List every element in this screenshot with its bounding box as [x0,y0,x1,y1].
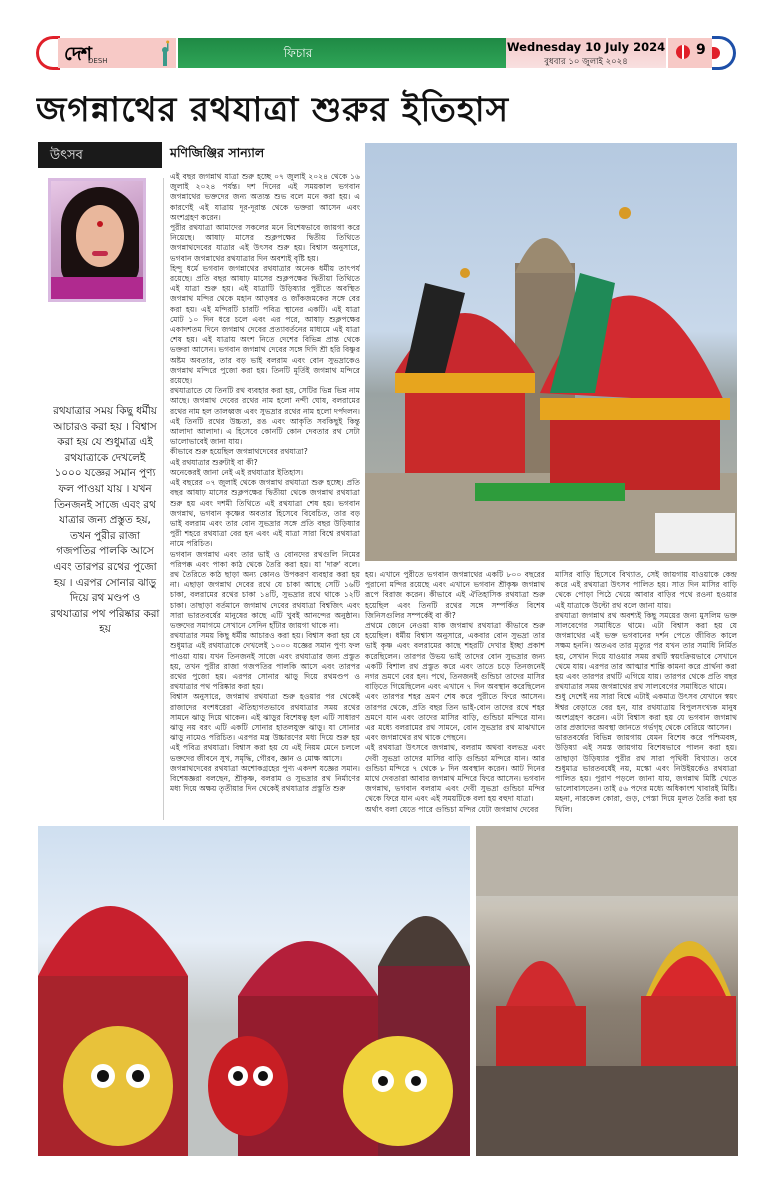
paragraph: পুরীর রথযাত্রা আমাদের সকলের মনে বিশেষভাবে জায়গা করে নিয়েছে। আষাঢ় মাসের শুক্লপক্ষের দ্বিতীয় তিথিতে জগন্নাথদেবের যাত্রার এই উৎসব শুরু হয়। বিশ্বাস অনুসারে, ভগবান জগন্নাথের রথযাত্রার দিন অবশ্যই বৃষ্টি হয়। [170,223,360,263]
paragraph: মাসির বাড়ি হিসেবে বিখ্যাত, সেই জায়গায় যাওয়াকে কেন্দ্র করে এই রথযাত্রা উৎসব পালিত হয়। সাত দিন মাসির বাড়ি থেকে পোড়া পিঠে খেয়ে আবার বাড়ির পথে রওনা হওয়ার এই যাত্রাকে উল্টো রথ বলে জানা যায়। [555,570,737,610]
bullet-icon [676,45,690,59]
article-headline: জগন্নাথের রথযাত্রা শুরুর ইতিহাস [36,90,510,130]
paragraph: রথযাত্রা জগন্নাথ রথ অবশ্যই কিছু সময়ের জন্য মুসলিম ভক্ত সালবেগের সমাধিতে থামে। এটা বিশ্বাস করা হয় যে জগন্নাথের এই ভক্ত ভগবানের দর্শন পেতে জীবিত কালে সক্ষম হননি। অতএব তার মৃত্যুর পর যখন তার সমাধি নির্মিত হয়, সেখান দিয়ে যাওয়ার সময় রথটি স্বয়ংক্রিয়ভাবে সেখানে থেমে যায়। এরপর তার আত্মার শান্তি কামনা করে প্রার্থনা করা হয় এবং তারপর রথটি এগিয়ে যায়। তারপর থেকে প্রতি বছর রথযাত্রার সময় জগন্নাথের রথ সালবেগের সমাধিতে থামে। [555,610,737,692]
statue-of-liberty-icon [158,40,172,66]
chariot-illustration [365,143,737,561]
paragraph: এই বছর জগন্নাথ যাত্রা শুরু হচ্ছে ০৭ জুলাই ২০২৪ থেকে ১৬ জুলাই ২০২৪ পর্যন্ত। দশ দিনের এই সময়কাল ভগবান জগন্নাথের ভক্তদের জন্য অত্যন্ত শুভ বলে মনে করা হয়। এ কারণেই এই যাত্রায় দূর-দূরান্ত থেকে ভক্তরা আসেন এবং অংশগ্রহণ করেন। [170,172,360,222]
paragraph: জগন্নাথদেবের রথযাত্রা অশোকগ্রহের পুণ্য একদশ যজ্ঞের সমান। বিশেষজ্ঞরা বলছেন, শ্রীকৃষ্ণ, বলরাম ও সুভদ্রার রথ নির্মাণের মধ্য দিয়ে অক্ষয় তৃতীয়ার দিন থেকেই রথযাত্রার প্রস্তুতি শুরু [170,763,360,794]
crowd-illustration [476,826,738,1156]
page-number-box [668,38,716,68]
page-header [36,36,736,70]
paragraph: অনেকেরই জানা নেই এই রথযাত্রার ইতিহাস। [170,467,304,477]
logo-text: দেশ [64,43,91,65]
section-label: ফিচার [283,46,313,60]
deity-idols-photo [38,826,470,1156]
idols-illustration [38,826,470,1156]
issue-date [506,38,666,68]
category-label: উৎসব [50,148,83,163]
paragraph: প্রথমে জেনে নেওয়া যাক জগন্নাথ রথযাত্রা কীভাবে শুরু হয়েছিল। ধর্মীয় বিশ্বাস অনুসারে, একবার বোন সুভদ্রা তার ভাই কৃষ্ণ এবং বলরামের কাছে শহরটি দেখার ইচ্ছা প্রকাশ করেছিলেন। তারপর উভয় ভাই তাদের বোন সুভদ্রার জন্য একটি বিশাল রথ প্রস্তুত করে এবং তাতে চড়ে তিনজনেই নগর ভ্রমণে বের হন। পথে, তিনজনই গুন্ডিচা তাদের মাসির বাড়িতে গিয়েছিলেন এবং এখানে ৭ দিন অবস্থান করেছিলেন এবং তারপর শহর ভ্রমণ শেষ করে পুরীতে ফিরে আসেন। তারপর থেকে, প্রতি বছর তিন ভাই-বোন তাদের রথে শহর ভ্রমণে যান এবং তাদের মাসির বাড়ি, গুন্ডিচা মন্দিরে যান। এর মধ্যে বলরামের রথ সামনে, বোন সুভদ্রার রথ মাঝখানে এবং জগন্নাথের রথ থাকে পেছনে। [365,621,545,743]
paragraph: হিন্দু ধর্মে ভগবান জগন্নাথের রথযাত্রার অনেক ধর্মীয় তাৎপর্য রয়েছে। প্রতি বছর আষাঢ় মাসের শুক্লপক্ষের দ্বিতীয়া তিথিতে এই যাত্রা শুরু হয়। এই যাত্রাটি উড়িষ্যার পুরীতে অবস্থিত জগন্নাথ মন্দির থেকে মহান আড়ম্বর ও জাঁকজমকের সঙ্গে বের করা হয়। এই মন্দিরটি চারটি পবিত্র স্থানের একটি। এই যাত্রা মোট ১০ দিন ধরে চলে এবং এর পরে, আষাঢ় শুক্লপক্ষের একাদশতম দিনে জগন্নাথ দেবের প্রত্যাবর্তনের মাধ্যমে এই যাত্রা শেষ হয়। এই যাত্রায় অংশ নিতে দেশের বিভিন্ন প্রান্ত থেকে ভক্তরা আসেন। ভগবান জগন্নাথ দেবের সঙ্গে দিদি শ্রী হরি বিষ্ণুর অষ্টম অবতার, তার বড় ভাই বলরাম এবং বোন সুভদ্রাকেও জগন্নাথ মন্দিরে পুজো করা হয়। তিনটি মূর্তিই জগন্নাথ মন্দিরে রয়েছে। [170,263,360,386]
chariot-photo-main [365,143,737,561]
paragraph: এই রথযাত্রার শুরুটাই বা কী? [170,457,258,467]
article-body-column-1 [170,172,360,822]
category-tag [38,142,162,168]
paragraph: বিশ্বাস অনুসারে, জগন্নাথ রথযাত্রা শুরু হওয়ার পর থেকেই রাজাদের বংশধরেরা ঐতিহ্যগতভাবে রথযাত্রার সময় রথের সামনে ঝাড়ু দিয়ে থাকেন। এই ঝাড়ুর বিশেষত্ব হল এটি সাধারণ ঝাড়ু নয় বরং এটি একটি সোনার হাতলযুক্ত ঝাড়ু। যা সোনার ঝাড়ু নামেও পরিচিত। এরপর মন্ত্র উচ্চারণের মধ্য দিয়ে শুরু হয় এই পবিত্র রথযাত্রা। বিশ্বাস করা হয় যে এই নিয়ম মেনে চললে ভক্তদের জীবনে সুখ, সমৃদ্ধি, গৌরব, জ্ঞান ও মোক্ষ আসে। [170,692,360,763]
paragraph: অর্থাৎ বলা যেতে পারে গুন্ডিচা মন্দির যেটা জগন্নাথ দেবের [365,804,539,814]
paragraph: রথযাত্রাতে যে তিনটি রথ ব্যবহার করা হয়, সেটির ভিন্ন ভিন্ন নাম আছে। জগন্নাথ দেবের রথের নাম হলো নন্দী ঘোষ, বলরামের রথের নাম হল তালধ্বজ এবং সুভদ্রার রথের নাম হলো দর্পদলন। এই তিনটি রথের উচ্চতা, রঙ এবং আকৃতি সবকিছুই কিন্তু আলাদা আলাদা। এ হিসেবে কোনটি কোন দেবতার রথ সেটা ভালোভাবেই জানা যায়। [170,386,360,447]
article-body-column-3 [555,570,737,822]
masthead-logo[interactable] [58,38,176,68]
author-photo [48,178,146,302]
header-left-cap [36,36,60,70]
paragraph: ভগবান জগন্নাথ এবং তার ভাই ও বোনদের রথগুলি নিমের পরিপক্ক এবং পাকা কাঠ থেকে তৈরি করা হয়। যা 'দারু' বলে। রথ তৈরিতে কাঠ ছাড়া অন্য কোনও উপকরণ ব্যবহার করা হয় না। এছাড়া জগন্নাথ দেবের রথে যে চাকা আছে সেটি ১৬টি চাকা, বলরামের রথের চাকা ১৪টি, সুভদ্রার রথে থাকে ১২টি চাকা। তাছাড়া বর্তমানে জগন্নাথ দেবের রথযাত্রা বিশ্বজিৎ এবং সারা ভারতবর্ষের মানুষের কাছে এটি খুবই আনন্দের অনুষ্ঠান। ভক্তদের সমাগমে সেখানে সেদিন হাঁটার জায়গা থাকে না। [170,549,360,630]
article-body-column-2 [365,570,545,822]
paragraph: এই বছরের ০৭ জুলাই থেকে জগন্নাথ রথযাত্রা শুরু হচ্ছে। প্রতি বছর আষাঢ় মাসের শুক্লপক্ষের দ্বিতীয়া থেকে জগন্নাথ রথযাত্রা শুরু হয় এবং দশমী তিথিতে এই রথযাত্রা শেষ হয়। ভগবান জগন্নাথ, ভগবান কৃষ্ণের অবতার হিসেবে বিবেচিত, তার বড় ভাই বলরাম এবং তার বোন সুভদ্রার সঙ্গে প্রতি বছর উড়িষ্যার পুরী শহরে রথযাত্রা বের হন এবং এই যাত্রা সারা বিশ্বে রথযাত্রা নামে পরিচিত। [170,478,360,549]
logo-subtext: DESH [88,57,108,65]
paragraph: হয়। এখানে পুরীতে ভগবান জগন্নাথের একটি ৮০০ বছরের পুরানো মন্দির রয়েছে এবং এখানে ভগবান শ্রীকৃষ্ণ জগন্নাথ রূপে বিরাজ করেন। কীভাবে এই ঐতিহাসিক রথযাত্রা শুরু হয়েছিল এবং তিনটি রথের সঙ্গে সম্পর্কিত বিশেষ জিনিসগুলির সম্পর্কেই বা কী? [365,570,545,620]
column-divider [163,178,164,820]
header-right-cap [712,36,736,70]
paragraph: কীভাবে শুরু হয়েছিল জগন্নাথদেবের রথযাত্রা? [170,447,308,457]
date-bengali: বুধবার ১০ জুলাই ২০২৪ [544,57,628,67]
page-number: 9 [696,42,706,58]
paragraph: ভারতবর্ষের বিভিন্ন জায়গায় যেমন বিশেষ করে পশ্চিমবঙ্গ, উড়িষ্যা এই সমস্ত জায়গায় বিশেষভাবে পালন করা হয়। তাছাড়া উড়িষ্যার পুরীর রথ সারা পৃথিবী বিখ্যাত। তবে শুধুমাত্র ভারতবর্ষেই নয়, মস্কো এবং নিউইয়র্কেও রথযাত্রা পালিত হয়। পুরাণ পড়লে জানা যায়, জগন্নাথ মিষ্টি খেতে ভালোবাসতেন। তাই ৫৬ পদের মধ্যে অধিকাংশ খাবারই মিষ্টি। মহনা, নারকেল কোরা, গুড়, পেস্তা দিয়ে মূলত তৈরি করা হয় খিলি। [555,733,737,814]
paragraph: এই রথযাত্রা উৎসবে জগন্নাথ, বলরাম অথবা বলভদ্র এবং দেবী সুভদ্রা তাদের মাসির বাড়ি গুন্ডিচা মন্দিরে যান। আর গুন্ডিচা মন্দিরে ৭ থেকে ৮ দিন অবস্থান করেন। আট দিনের মাথে দেবতারা আবার জগন্নাথ মন্দিরে ফিরে আসেন। ভগবান জগন্নাথ, ভগবান বলরাম এবং দেবী সুভদ্রা গুন্ডিচা মন্দির থেকে ফিরে যান এবং এই সময়টিকে বলা হয় বহুদা যাত্রা। [365,743,545,804]
paragraph: রথযাত্রার সময় কিছু ধর্মীয় আচারও করা হয়। বিশ্বাস করা হয় যে শুধুমাত্র এই রথযাত্রাকে দেখলেই ১০০০ যজ্ঞের সমান পুণ্য ফল পাওয়া যায়। যখন তিনজনই সাজে এবং রথযাত্রার জন্য প্রস্তুত হয়, তখন পুরীর রাজা গজপতির পালকি আসে এবং তারপর রথের পুজো হয়। এরপর সোনার ঝাড়ু দিয়ে রথমণ্ডপ ও রথযাত্রার পথ পরিষ্কার করা হয়। [170,631,360,692]
section-bar [178,38,506,68]
chariots-crowd-photo [476,826,738,1156]
date-english: Wednesday 10 July 2024 [506,40,666,54]
author-byline: মণিজিঞ্জির সান্যাল [170,145,265,160]
pull-quote: রথযাত্রার সময় কিছু ধর্মীয় আচারও করা হয় । বিশ্বাস করা হয় যে শুধুমাত্র এই রথযাত্রাকে দেখলেই ১০০০ যজ্ঞের সমান পুণ্য ফল পাওয়া যায় । যখন তিনজনই সাজে এবং রথ যাত্রার জন্য প্রস্তুত হয়, তখন পুরীর রাজা গজপতির পালকি আসে এবং তারপর রথের পুজো হয় । এরপর সোনার ঝাড়ু দিয়ে রথ মণ্ডপ ও রথযাত্রার পথ পরিষ্কার করা হয় [50,405,160,636]
paragraph: শুধু দেশেই নয় সারা বিশ্বে এটাই একমাত্র উৎসব যেখানে স্বয়ং ঈশ্বর বেড়াতে বের হন, যার রথযাত্রায় বিপুলসংখ্যক মানুষ অংশগ্রহণ করেন। এটা বিশ্বাস করা হয় যে ভগবান জগন্নাথ তার প্রজাদের অবস্থা জানতে গর্ভগৃহ থেকে বেরিয়ে আসেন। [555,692,737,733]
